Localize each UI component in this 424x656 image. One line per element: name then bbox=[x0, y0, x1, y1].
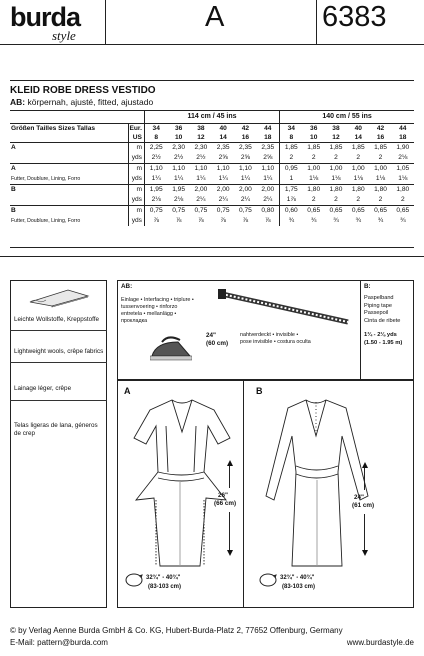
zip-desc-line: nahtverdeckt • invisible • bbox=[240, 332, 299, 338]
pattern-number: 6383 bbox=[322, 1, 387, 33]
row-label: A bbox=[10, 164, 128, 175]
a-hem-cm: (83-103 cm) bbox=[148, 584, 182, 590]
width-group-140: 140 cm / 55 ins bbox=[280, 111, 414, 124]
unit-label: m bbox=[128, 185, 144, 196]
yardage-cell: 1,80 bbox=[392, 185, 414, 196]
yardage-cell: 1,95 bbox=[167, 185, 189, 196]
row-sublabel: Futter, Doublure, Lining, Forro bbox=[11, 218, 81, 224]
us-size: 10 bbox=[310, 134, 318, 141]
yardage-cell: 0,75 bbox=[212, 206, 234, 217]
views-divider bbox=[243, 380, 244, 608]
yardage-cell: 1 bbox=[280, 174, 303, 185]
interfacing-line: Einlage • Interfacing • triplure • bbox=[121, 297, 194, 303]
us-size: 14 bbox=[354, 134, 362, 141]
yardage-cell: 2½ bbox=[174, 154, 184, 161]
yardage-cell: 1⅛ bbox=[398, 175, 408, 182]
yardage-cell: 2 bbox=[311, 196, 316, 203]
yardage-cell: 0,60 bbox=[280, 206, 303, 217]
a-length-line-2 bbox=[229, 512, 230, 550]
yardage-cell: 1¼ bbox=[263, 175, 273, 182]
us-size: 14 bbox=[219, 134, 227, 141]
interfacing-text bbox=[121, 297, 194, 325]
header-bottom-rule bbox=[0, 44, 424, 45]
a-length-cm: (66 cm) bbox=[214, 500, 237, 507]
yardage-cell: 1⅛ bbox=[309, 175, 319, 182]
yardage-cell: 2,00 bbox=[190, 185, 212, 196]
b-length-line bbox=[364, 468, 365, 490]
yardage-cell: 1,80 bbox=[347, 185, 369, 196]
yardage-cell: 2⅛ bbox=[398, 154, 408, 161]
header-divider-2 bbox=[316, 0, 317, 44]
yardage-table bbox=[10, 110, 414, 226]
piping-line: Cinta de ribete bbox=[364, 317, 401, 324]
zipper-icon bbox=[218, 288, 352, 328]
yardage-cell: 1,90 bbox=[392, 143, 414, 154]
yardage-cell: 0,65 bbox=[303, 206, 325, 217]
yardage-cell: 0,80 bbox=[257, 206, 280, 217]
row-sublabel bbox=[10, 153, 128, 164]
yardage-cell: 2 bbox=[378, 196, 383, 203]
eur-size: 44 bbox=[392, 124, 414, 134]
yardage-cell: ⅞ bbox=[175, 217, 182, 224]
view-b-label: B bbox=[256, 386, 263, 396]
eur-size: 34 bbox=[280, 124, 303, 134]
yardage-cell: ⅞ bbox=[198, 217, 204, 224]
yardage-cell: 1¼ bbox=[174, 175, 184, 182]
us-size: 16 bbox=[241, 134, 250, 141]
yardage-cell: 1,85 bbox=[369, 143, 391, 154]
width-group-114: 114 cm / 45 ins bbox=[144, 111, 279, 124]
yardage-cell: 1,10 bbox=[190, 164, 212, 175]
a-length-line bbox=[229, 466, 230, 488]
arrow-down-icon bbox=[227, 550, 233, 556]
yardage-cell: 0,65 bbox=[392, 206, 414, 217]
arrow-up-icon bbox=[227, 460, 233, 466]
yardage-cell: 2½ bbox=[196, 154, 206, 161]
yardage-cell: ¾ bbox=[310, 217, 317, 224]
us-size: 10 bbox=[174, 134, 183, 141]
yardage-cell: 2 bbox=[356, 196, 361, 203]
interfacing-line: entretela • mellanlägg • bbox=[121, 311, 177, 317]
yardage-cell: 1,80 bbox=[325, 185, 347, 196]
table-bottom-rule bbox=[10, 247, 414, 248]
yardage-cell: 2,35 bbox=[234, 143, 256, 154]
yardage-cell: 0,75 bbox=[167, 206, 189, 217]
yardage-cell: 2⅝ bbox=[218, 154, 228, 161]
yardage-cell: 2,30 bbox=[190, 143, 212, 154]
b-hem: 32¾" - 40¾" bbox=[280, 575, 315, 581]
sizes-label: Größen Tailles Sizes Tallas bbox=[10, 124, 128, 134]
yardage-cell: 1,85 bbox=[325, 143, 347, 154]
piping-m: (1.50 - 1.95 m) bbox=[364, 340, 403, 346]
yardage-cell: 1,10 bbox=[212, 164, 234, 175]
zip-desc bbox=[240, 332, 311, 346]
yardage-cell: 1,85 bbox=[347, 143, 369, 154]
yardage-cell: 2 bbox=[334, 154, 338, 161]
dress-b-sketch bbox=[262, 396, 376, 572]
unit-label: yds bbox=[128, 174, 144, 185]
yardage-cell: 1¼ bbox=[196, 175, 206, 182]
yardage-cell: 2,25 bbox=[144, 143, 167, 154]
yardage-cell: 1,05 bbox=[392, 164, 414, 175]
yardage-cell: ⅞ bbox=[144, 216, 167, 226]
yardage-cell: 1,10 bbox=[257, 164, 280, 175]
unit-label: m bbox=[128, 206, 144, 217]
hem-circle-icon bbox=[124, 570, 144, 590]
yardage-cell: 1,85 bbox=[280, 143, 303, 154]
yardage-cell: 1,00 bbox=[303, 164, 325, 175]
yardage-cell: 2,00 bbox=[212, 185, 234, 196]
a-hem: 32¾" - 40¾" bbox=[146, 575, 181, 581]
yardage-cell: 0,75 bbox=[234, 206, 256, 217]
yardage-cell: 2¼ bbox=[240, 196, 250, 203]
row-label: B bbox=[10, 185, 128, 196]
unit-label: yds bbox=[128, 153, 144, 164]
email: E-Mail: pattern@burda.com bbox=[10, 638, 108, 647]
yardage-cell: 2 bbox=[280, 153, 303, 164]
yardage-cell: ⅞ bbox=[265, 217, 271, 224]
website: www.burdastyle.de bbox=[346, 638, 414, 647]
interfacing-line: прокладка bbox=[121, 318, 148, 324]
fit-text: körpernah, ajusté, fitted, ajustado bbox=[27, 97, 154, 107]
copyright: © by Verlag Aenne Burda GmbH & Co. KG, Hubert-Burda-Platz 2, 77652 Offenburg, Germany bbox=[10, 626, 343, 635]
yardage-cell: ¾ bbox=[280, 216, 303, 226]
b-hem-cm: (83-103 cm) bbox=[282, 584, 316, 590]
yardage-cell: 1¼ bbox=[240, 175, 250, 182]
fabric-es: Telas ligeras de lana, géneros de crep bbox=[14, 422, 98, 437]
yardage-cell: 1,80 bbox=[369, 185, 391, 196]
yardage-cell: 2,30 bbox=[167, 143, 189, 154]
dress-a-sketch bbox=[130, 396, 238, 572]
yardage-cell: 2⅝ bbox=[240, 154, 250, 161]
yardage-cell: 1¼ bbox=[144, 174, 167, 185]
notions-divider bbox=[360, 280, 361, 380]
arrow-down-icon bbox=[362, 550, 368, 556]
zip-length: 24" bbox=[206, 332, 216, 339]
yardage-cell: 1,10 bbox=[144, 164, 167, 175]
header-divider-1 bbox=[105, 0, 106, 44]
yardage-cell: 1⅞ bbox=[280, 195, 303, 206]
section-divider bbox=[0, 256, 424, 257]
yardage-cell: 2⅛ bbox=[144, 195, 167, 206]
iron-icon bbox=[150, 336, 192, 362]
yardage-cell: 2 bbox=[356, 154, 361, 161]
us-size: 16 bbox=[376, 134, 385, 141]
yardage-cell: ⅞ bbox=[242, 217, 249, 224]
view-letter: A bbox=[205, 1, 225, 33]
yardage-cell: 0,65 bbox=[325, 206, 347, 217]
us-size: 8 bbox=[280, 133, 303, 143]
zip-length-cm: (60 cm) bbox=[206, 340, 229, 347]
eur-size: 38 bbox=[190, 124, 212, 134]
yardage-cell: 1,80 bbox=[303, 185, 325, 196]
unit-label: m bbox=[128, 143, 144, 154]
eur-size: 34 bbox=[144, 124, 167, 134]
piping-line: Paspelband bbox=[364, 295, 394, 301]
piping-text bbox=[364, 295, 400, 325]
eur-size: 42 bbox=[234, 124, 256, 134]
yardage-cell: 1,95 bbox=[144, 185, 167, 196]
yardage-cell: 1,10 bbox=[167, 164, 189, 175]
fabric-sep-3 bbox=[10, 400, 107, 401]
yardage-cell: 2⅛ bbox=[174, 196, 184, 203]
yardage-cell: ¾ bbox=[377, 217, 384, 224]
row-sublabel bbox=[10, 195, 128, 206]
yardage-cell: 1,10 bbox=[234, 164, 256, 175]
yardage-cell: 1¼ bbox=[218, 175, 228, 182]
fit-prefix: AB: bbox=[10, 97, 26, 107]
yardage-cell: ¾ bbox=[333, 217, 339, 224]
piping-line: Passepoil bbox=[364, 310, 389, 316]
eur-size: 38 bbox=[325, 124, 347, 134]
yardage-cell: 2 bbox=[378, 154, 383, 161]
brand-logo-sub: style bbox=[52, 28, 76, 43]
unit-label: yds bbox=[128, 195, 144, 206]
ab-label: AB: bbox=[121, 283, 133, 290]
row-sublabel: Futter, Doublure, Lining, Forro bbox=[11, 176, 81, 182]
yardage-cell: 2 bbox=[311, 154, 316, 161]
yardage-cell: 0,75 bbox=[190, 206, 212, 217]
yardage-cell: 2½ bbox=[144, 153, 167, 164]
yardage-cell: 1,00 bbox=[325, 164, 347, 175]
yardage-cell: 1,75 bbox=[280, 185, 303, 196]
eur-size: 36 bbox=[167, 124, 189, 134]
yardage-cell: 1⅛ bbox=[353, 175, 363, 182]
yardage-cell: ⅞ bbox=[220, 217, 226, 224]
garment-fit bbox=[10, 97, 153, 107]
fabric-fr: Lainage léger, crêpe bbox=[14, 385, 72, 392]
piping-yds: 1¾ - 2⅛ yds bbox=[364, 332, 397, 338]
eur-size: 42 bbox=[369, 124, 391, 134]
yardage-cell: 2,35 bbox=[212, 143, 234, 154]
yardage-cell: 2,00 bbox=[257, 185, 280, 196]
yardage-cell: 2,35 bbox=[257, 143, 280, 154]
fabric-sep-2 bbox=[10, 362, 107, 363]
b-length-cm: (61 cm) bbox=[352, 502, 375, 509]
yardage-cell: 2¼ bbox=[196, 196, 206, 203]
yardage-cell: 2⅝ bbox=[263, 154, 273, 161]
yardage-cell: 0,65 bbox=[347, 206, 369, 217]
eur-label: Eur. bbox=[128, 124, 144, 134]
row-label: A bbox=[10, 143, 128, 154]
unit-label: m bbox=[128, 164, 144, 175]
row-label: B bbox=[10, 206, 128, 217]
yardage-cell: 1⅛ bbox=[375, 175, 386, 182]
us-label: US bbox=[128, 133, 144, 143]
b-label: B: bbox=[364, 283, 371, 290]
fabric-swatch-icon bbox=[28, 286, 90, 308]
fabric-sep-1 bbox=[10, 330, 107, 331]
yardage-cell: 2 bbox=[400, 196, 405, 203]
us-size: 18 bbox=[399, 134, 407, 141]
arrow-up-icon bbox=[362, 462, 368, 468]
zip-desc-line: pose invisible • costura oculta bbox=[240, 339, 311, 345]
hem-circle-icon bbox=[258, 570, 278, 590]
title-top-rule bbox=[10, 80, 414, 81]
eur-size: 40 bbox=[347, 124, 369, 134]
brand-logo: burda bbox=[10, 2, 81, 32]
yardage-cell: 1,00 bbox=[369, 164, 391, 175]
yardage-cell: 1,85 bbox=[303, 143, 325, 154]
eur-size: 44 bbox=[257, 124, 280, 134]
yardage-cell: 2¼ bbox=[218, 196, 228, 203]
eur-size: 36 bbox=[303, 124, 325, 134]
us-size: 18 bbox=[264, 134, 272, 141]
view-a-label: A bbox=[124, 386, 131, 396]
yardage-cell: 1,00 bbox=[347, 164, 369, 175]
piping-line: Piping tape bbox=[364, 302, 392, 309]
us-size: 12 bbox=[332, 134, 340, 141]
yardage-cell: ¾ bbox=[400, 217, 406, 224]
fabric-en: Lightweight wools, crêpe fabrics bbox=[14, 348, 104, 355]
yardage-cell: 2¼ bbox=[263, 196, 273, 203]
a-length: 26" bbox=[218, 492, 228, 499]
b-length-line-2 bbox=[364, 514, 365, 550]
yardage-cell: 2,00 bbox=[234, 185, 256, 196]
unit-label: yds bbox=[128, 216, 144, 226]
yardage-cell: 0,75 bbox=[144, 206, 167, 217]
yardage-cell: ¾ bbox=[355, 217, 361, 224]
yardage-cell: 2 bbox=[334, 196, 338, 203]
interfacing-line: tussenvoering • rinforzo bbox=[121, 304, 178, 310]
yardage-cell: 1⅛ bbox=[331, 175, 341, 182]
us-size: 12 bbox=[197, 134, 205, 141]
eur-size: 40 bbox=[212, 124, 234, 134]
fabric-de: Leichte Wollstoffe, Kreppstoffe bbox=[14, 316, 100, 323]
us-size: 8 bbox=[144, 133, 167, 143]
garment-title: KLEID ROBE DRESS VESTIDO bbox=[10, 85, 156, 96]
b-length: 24" bbox=[354, 494, 364, 501]
yardage-cell: 0,95 bbox=[280, 164, 303, 175]
yardage-cell: 0,65 bbox=[369, 206, 391, 217]
